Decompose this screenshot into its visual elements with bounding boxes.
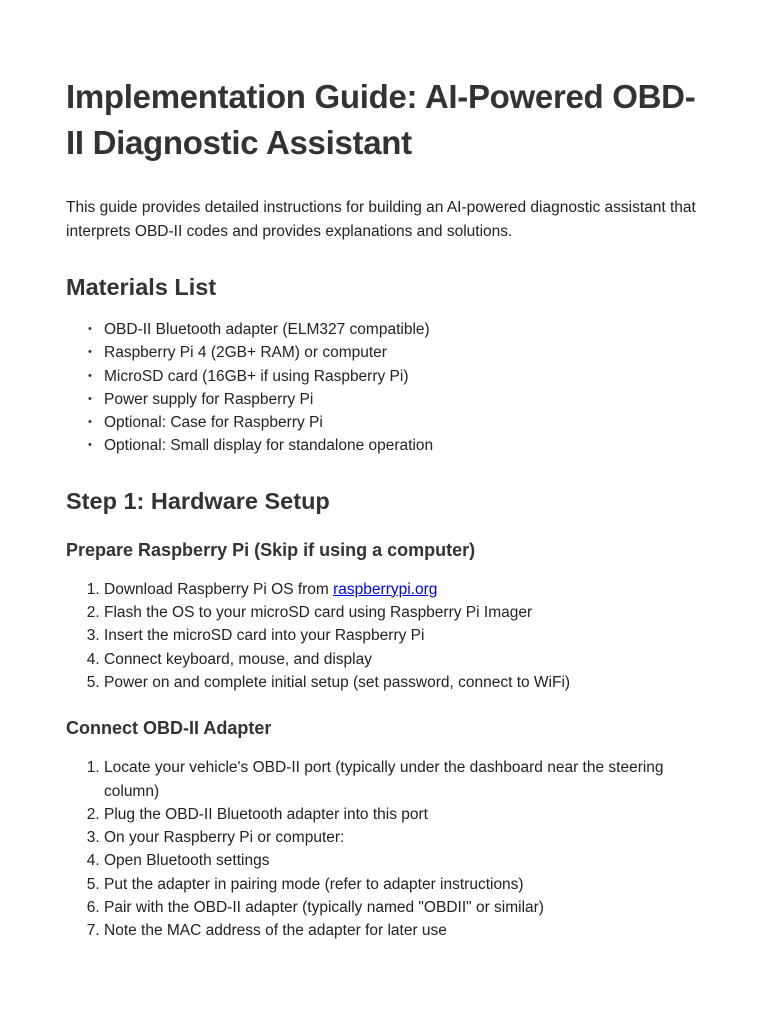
intro-paragraph: This guide provides detailed instructions for building an AI-powered diagnostic assistant that interprets OBD-II codes and provides explanations and solutions.: [66, 199, 696, 240]
list-item: 3. On your Raspberry Pi or computer:: [104, 826, 702, 849]
list-item: [104, 578, 702, 601]
list-item: 6. Pair with the OBD-II adapter (typically named "OBDII" or similar): [104, 896, 702, 919]
list-item: • Raspberry Pi 4 (2GB+ RAM) or computer: [88, 341, 702, 364]
raspberrypi-link[interactable]: raspberrypi.org: [333, 580, 438, 598]
prepare-raspberry-pi-heading: Prepare Raspberry Pi (Skip if using a computer): [66, 539, 476, 560]
list-item: 4. Open Bluetooth settings: [104, 849, 702, 872]
connect-steps-list: [66, 756, 702, 942]
list-item: 4. Connect keyboard, mouse, and display: [104, 648, 702, 671]
materials-heading: Materials List: [66, 274, 217, 300]
list-item-text: Download Raspberry Pi OS from: [104, 580, 334, 598]
materials-list: [66, 318, 702, 458]
list-item: • MicroSD card (16GB+ if using Raspberry Pi): [88, 365, 702, 388]
prepare-steps-list: [66, 578, 702, 694]
list-item: • Optional: Case for Raspberry Pi: [88, 411, 702, 434]
list-item: 5. Put the adapter in pairing mode (refer to adapter instructions): [104, 873, 702, 896]
step1-heading: Step 1: Hardware Setup: [66, 487, 330, 514]
connect-adapter-heading: Connect OBD-II Adapter: [66, 718, 272, 739]
list-item: 2. Plug the OBD-II Bluetooth adapter into this port: [104, 803, 702, 826]
page-title: Implementation Guide: AI-Powered OBD-II Diagnostic Assistant: [66, 78, 696, 161]
list-item: • OBD-II Bluetooth adapter (ELM327 compatible): [88, 318, 702, 341]
list-item: 2. Flash the OS to your microSD card using Raspberry Pi Imager: [104, 601, 702, 624]
list-item: 5. Power on and complete initial setup (set password, connect to WiFi): [104, 671, 702, 694]
list-item: 7. Note the MAC address of the adapter for later use: [104, 919, 702, 942]
list-item: • Optional: Small display for standalone operation: [88, 434, 702, 457]
list-item: 3. Insert the microSD card into your Raspberry Pi: [104, 624, 702, 647]
list-item: • Power supply for Raspberry Pi: [88, 388, 702, 411]
list-item: 1. Locate your vehicle's OBD-II port (typically under the dashboard near the steering column): [104, 756, 702, 803]
